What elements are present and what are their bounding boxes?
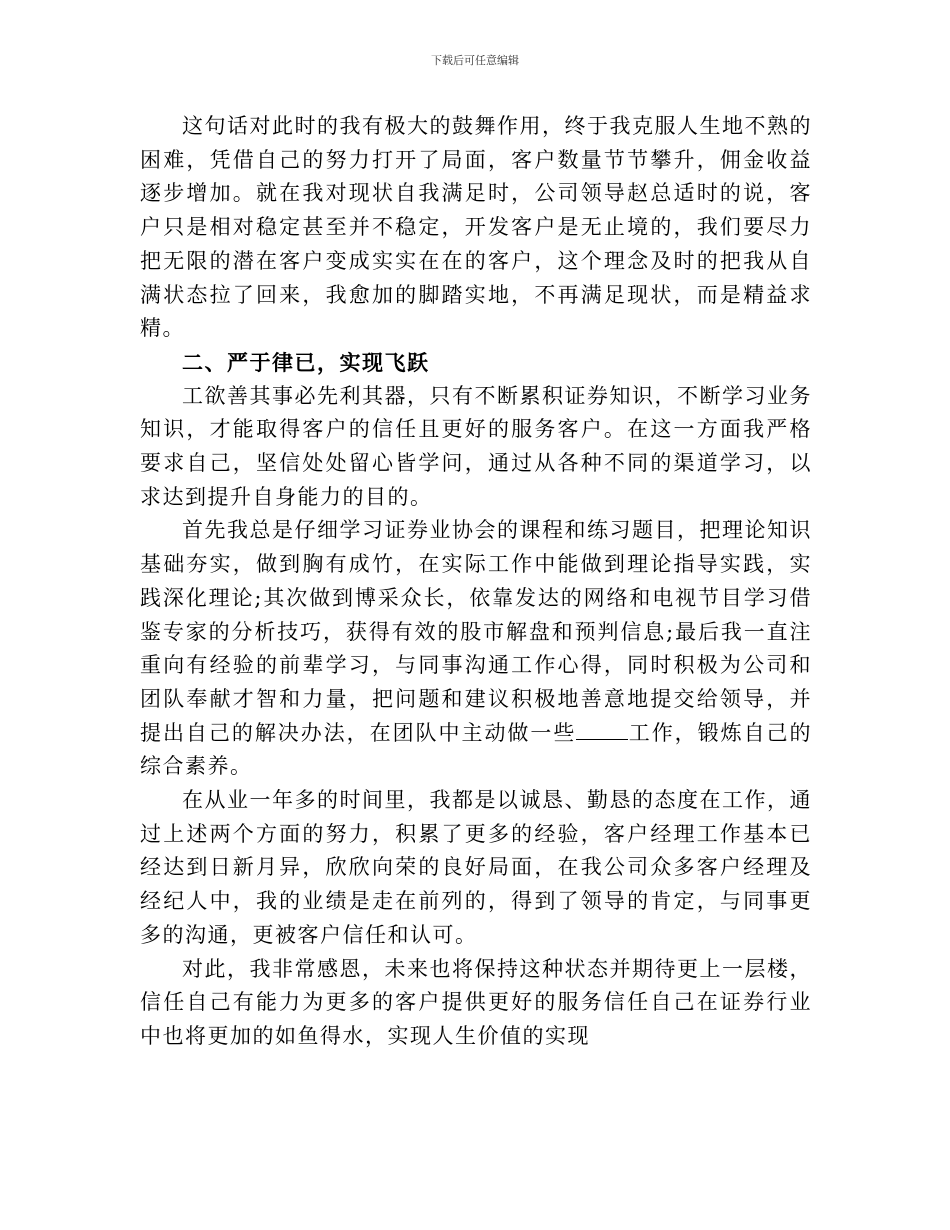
document-body [140, 110, 812, 1054]
paragraph-5: 对此，我非常感恩，未来也将保持这种状态并期待更上一层楼，信任自己有能力为更多的客户提供更好的服务信任自己在证券行业中也将更加的如鱼得水，实现人生价值的实现 [140, 956, 812, 1048]
paragraph-3-part-1: 首先我总是仔细学习证券业协会的课程和练习题目，把理论知识基础夯实，做到胸有成竹，在实际工作中能做到理论指导实践，实践深化理论;其次做到博采众长，依靠发达的网络和电视节目学习借鉴专家的分析技巧，获得有效的股市解盘和预判信息;最后我一直注重向有经验的前辈学习，与同事沟通工作心得，同时积极为公司和团队奉献才智和力量，把问题和建议积极地善意地提交给领导，并提出自己的解决办法，在团队中主动做一些 [140, 518, 812, 745]
section-heading: 二、严于律已，实现飞跃 [182, 349, 430, 375]
paragraph-3-part-2: 工作，锻炼自己的综合素养。 [140, 720, 813, 779]
paragraph-2: 工欲善其事必先利其器，只有不断累积证券知识，不断学习业务知识，才能取得客户的信任且更好的服务客户。在这一方面我严格要求自己，坚信处处留心皆学问，通过从各种不同的渠道学习，以求达到提升自身能力的目的。 [140, 383, 812, 509]
paragraph-4: 在从业一年多的时间里，我都是以诚恳、勤恳的态度在工作，通过上述两个方面的努力，积累了更多的经验，客户经理工作基本已经达到日新月异，欣欣向荣的良好局面，在我公司众多客户经理及经纪人中，我的业绩是走在前列的，得到了领导的肯定，与同事更多的沟通，更被客户信任和认可。 [140, 788, 812, 947]
paragraph-3 [140, 514, 812, 784]
paragraph-1: 这句话对此时的我有极大的鼓舞作用，终于我克服人生地不熟的困难，凭借自己的努力打开了局面，客户数量节节攀升，佣金收益逐步增加。就在我对现状自我满足时，公司领导赵总适时的说，客户只是相对稳定甚至并不稳定，开发客户是无止境的，我们要尽力把无限的潜在客户变成实实在在的客户，这个理念及时的把我从自满状态拉了回来，我愈加的脚踏实地，不再满足现状，而是精益求精。 [140, 114, 812, 341]
page-header: 下载后可任意编辑 [431, 54, 519, 67]
fill-in-blank [576, 719, 628, 740]
